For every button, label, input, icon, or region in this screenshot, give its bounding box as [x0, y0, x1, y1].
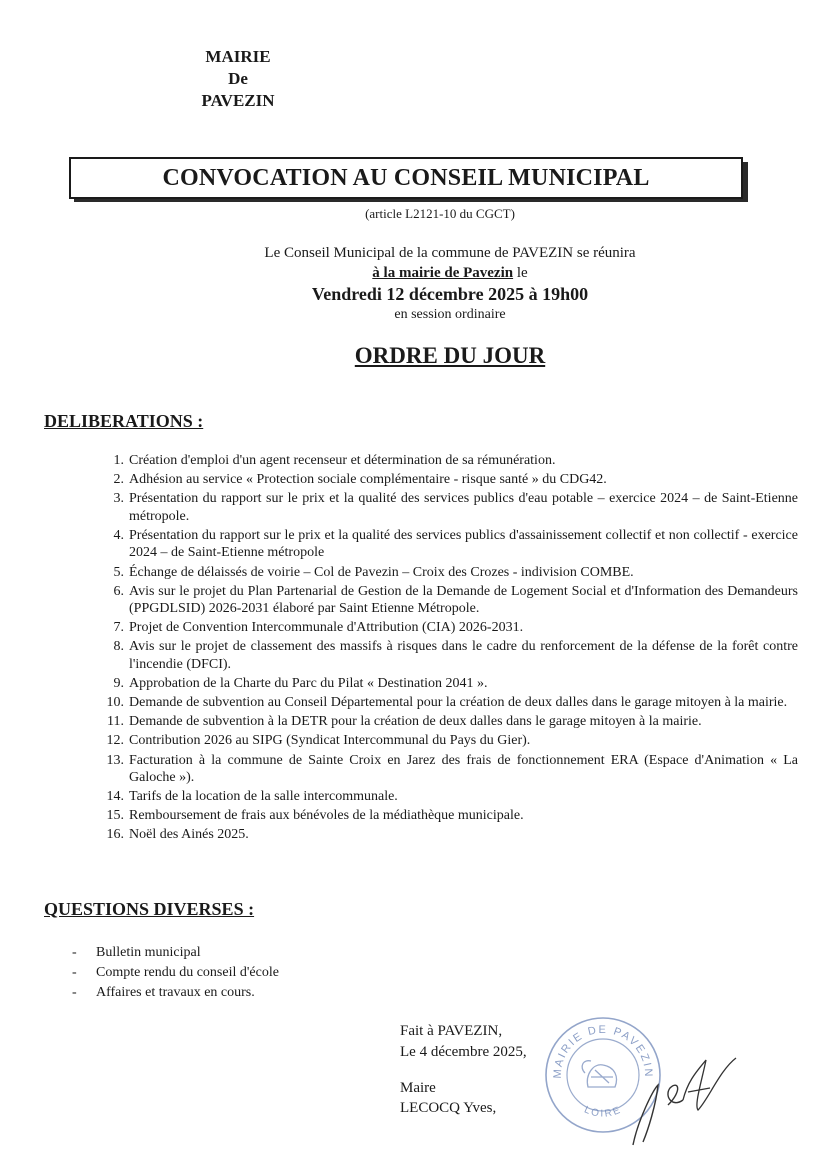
deliberations-list — [100, 452, 798, 845]
ordre-du-jour-heading: ORDRE DU JOUR — [354, 343, 546, 368]
stamp-text-bottom: LOIRE — [582, 1104, 624, 1120]
item-text: Demande de subvention au Conseil Départemental pour la création de deux dalles dans le garage mitoyen à la mairie. — [129, 695, 788, 711]
list-item — [100, 564, 798, 582]
list-item — [100, 826, 798, 844]
list-item — [100, 490, 798, 525]
session-type: en session ordinaire — [394, 307, 506, 322]
item-number: 10. — [106, 695, 124, 711]
intro-line: Le Conseil Municipal de la commune de PAVEZIN se réunira — [264, 245, 636, 261]
list-item — [68, 963, 279, 983]
handwritten-signature — [628, 1050, 748, 1150]
title-box — [69, 157, 743, 199]
list-item — [100, 675, 798, 693]
list-item — [100, 638, 798, 673]
list-item — [100, 471, 798, 489]
list-item — [100, 752, 798, 787]
signature-date: Le 4 décembre 2025, — [400, 1044, 527, 1060]
item-number: 9. — [113, 676, 124, 692]
item-text: Facturation à la commune de Sainte Croix en Jarez des frais de fonctionnement ERA (Espace d'Animation « La Galoche »). — [129, 752, 798, 786]
item-text: Avis sur le projet du Plan Partenarial de Gestion de la Demande de Logement Social et d'Information des Demandeurs (PPGDLSID) 2026-2031 élaboré par Saint Etienne Métropole. — [129, 583, 798, 617]
list-item — [100, 452, 798, 470]
item-text: Bulletin municipal — [96, 945, 201, 960]
signatory-role: Maire — [400, 1080, 436, 1096]
meeting-date: Vendredi 12 décembre 2025 à 19h00 — [311, 284, 589, 304]
document-title: CONVOCATION AU CONSEIL MUNICIPAL — [162, 164, 650, 191]
mairie-line: MAIRIE — [205, 47, 271, 66]
item-text: Création d'emploi d'un agent recenseur et détermination de sa rémunération. — [129, 453, 556, 468]
questions-diverses-heading: QUESTIONS DIVERSES : — [44, 899, 255, 919]
item-text: Demande de subvention à la DETR pour la création de deux dalles dans le garage mitoyen à la mairie. — [129, 714, 702, 730]
list-item — [100, 583, 798, 618]
meeting-place-suffix: le — [513, 265, 528, 281]
list-item — [68, 943, 279, 963]
list-item — [100, 694, 798, 712]
item-number: 14. — [106, 789, 124, 805]
item-text: Échange de délaissés de voirie – Col de Pavezin – Croix des Crozes - indivision COMBE. — [129, 564, 634, 580]
stamp-emblem — [582, 1061, 616, 1087]
item-number: 3. — [113, 491, 124, 507]
item-number: 16. — [106, 827, 124, 843]
item-number: 13. — [106, 752, 124, 768]
item-text: Présentation du rapport sur le prix et la qualité des services publics d'assainissement collectif et non collectif - exercice 2024 – de Saint-Etienne métropole — [129, 527, 798, 561]
questions-diverses-list — [68, 943, 279, 1003]
item-number: 1. — [113, 453, 124, 468]
dash-bullet: - — [72, 945, 77, 960]
item-text: Adhésion au service « Protection sociale complémentaire - risque santé » du CDG42. — [129, 472, 607, 488]
article-reference: (article L2121-10 du CGCT) — [365, 206, 515, 221]
meeting-place-line — [160, 265, 740, 282]
mairie-header — [168, 46, 308, 112]
signature-place: Fait à PAVEZIN, — [400, 1023, 503, 1039]
list-item — [100, 807, 798, 825]
list-item — [100, 619, 798, 637]
item-number: 12. — [106, 733, 124, 749]
list-item — [68, 983, 279, 1003]
meeting-place: à la mairie de Pavezin — [372, 265, 514, 281]
signatory-name: LECOCQ Yves, — [400, 1100, 497, 1116]
deliberations-heading: DELIBERATIONS : — [44, 411, 204, 431]
item-number: 7. — [113, 620, 124, 636]
item-number: 5. — [113, 564, 124, 580]
item-number: 6. — [113, 583, 124, 599]
list-item — [100, 788, 798, 806]
item-text: Contribution 2026 au SIPG (Syndicat Intercommunal du Pays du Gier). — [129, 733, 531, 749]
item-text: Projet de Convention Intercommunale d'Attribution (CIA) 2026-2031. — [129, 620, 524, 636]
item-text: Présentation du rapport sur le prix et la qualité des services publics d'eau potable – exercice 2024 – de Saint-Etienne métropole. — [129, 491, 798, 524]
mairie-de: De — [228, 69, 248, 88]
item-text: Remboursement de frais aux bénévoles de la médiathèque municipale. — [129, 808, 524, 824]
list-item — [100, 732, 798, 750]
dash-bullet: - — [72, 965, 77, 980]
item-number: 2. — [113, 472, 124, 488]
item-number: 15. — [106, 808, 124, 824]
dash-bullet: - — [72, 985, 77, 1000]
svg-text:LOIRE — [582, 1104, 623, 1119]
item-text: Compte rendu du conseil d'école — [96, 965, 279, 980]
stamp-text-top: MAIRIE DE PAVEZIN — [551, 1023, 655, 1079]
item-text: Approbation de la Charte du Parc du Pilat « Destination 2041 ». — [129, 676, 488, 692]
item-number: 11. — [107, 714, 124, 730]
item-text: Noël des Ainés 2025. — [129, 827, 249, 843]
item-text: Affaires et travaux en cours. — [96, 985, 255, 1000]
list-item — [100, 527, 798, 562]
item-text: Tarifs de la location de la salle intercommunale. — [129, 789, 398, 805]
mairie-commune: PAVEZIN — [201, 91, 275, 110]
item-number: 8. — [113, 639, 124, 655]
item-text: Avis sur le projet de classement des massifs à risques dans le cadre du renforcement de la défense de la forêt contre l'incendie (DFCI). — [129, 639, 798, 673]
item-number: 4. — [113, 527, 124, 543]
list-item — [100, 713, 798, 731]
